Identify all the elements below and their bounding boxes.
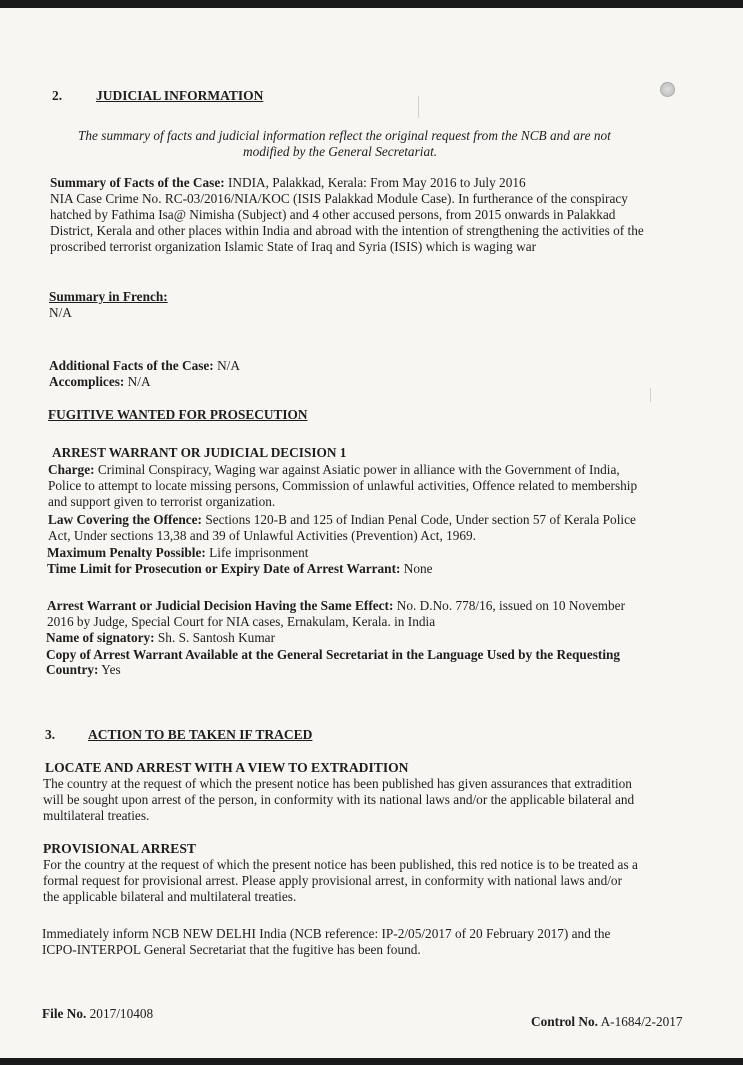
- file-number-value: 2017/10408: [89, 1006, 154, 1021]
- law-label: Law Covering the Offence:: [48, 512, 202, 527]
- disclaimer-line: modified by the General Secretariat.: [243, 144, 438, 159]
- signatory-row: [46, 630, 275, 646]
- additional-facts-row: [49, 358, 240, 374]
- accomplices-row: [49, 374, 151, 390]
- summary-french-label: Summary in French:: [49, 289, 168, 304]
- additional-facts-label: Additional Facts of the Case:: [49, 358, 214, 373]
- copy-label: Copy of Arrest Warrant Available at the General Secretariat in the Language Used by the Requesting: [46, 647, 621, 662]
- copy-label: Country:: [46, 662, 99, 677]
- locate-line: The country at the request of which the present notice has been published has given assurances that extradition: [43, 776, 632, 791]
- charge-line: Police to attempt to locate missing persons, Commission of unlawful activities, Offence related to membership: [48, 478, 638, 493]
- summary-line: proscribed terrorist organization Islamic State of Iraq and Syria (ISIS) which is waging war: [50, 239, 537, 254]
- file-number: [42, 1006, 153, 1022]
- penalty-value: Life imprisonment: [209, 545, 309, 560]
- inform-line: ICPO-INTERPOL General Secretariat that the fugitive has been found.: [42, 942, 421, 957]
- summary-facts-value: INDIA, Palakkad, Kerala: From May 2016 to July 2016: [228, 175, 526, 190]
- control-number-value: A-1684/2-2017: [600, 1014, 683, 1029]
- charge-line: and support given to terrorist organization.: [48, 494, 276, 509]
- law-line: Act, Under sections 13,38 and 39 of Unlawful Activities (Prevention) Act, 1969.: [48, 528, 477, 543]
- same-effect-row: [47, 598, 625, 614]
- charge-line: Criminal Conspiracy, Waging war against Asiatic power in alliance with the Government of India,: [97, 462, 620, 477]
- punch-hole-mark: [660, 82, 675, 97]
- provisional-line: formal request for provisional arrest. Please apply provisional arrest, in conformity with national laws and/or: [43, 873, 622, 888]
- document-page: [0, 8, 743, 1058]
- warrant-heading: ARREST WARRANT OR JUDICIAL DECISION 1: [52, 445, 347, 460]
- fugitive-heading: FUGITIVE WANTED FOR PROSECUTION: [48, 407, 308, 422]
- time-limit-value: None: [403, 561, 433, 576]
- scan-artifact: [650, 388, 651, 402]
- same-effect-line: 2016 by Judge, Special Court for NIA cases, Ernakulam, Kerala. in India: [47, 614, 436, 629]
- summary-facts-row: [50, 175, 526, 191]
- summary-line: hatched by Fathima Isa@ Nimisha (Subject) and 4 other accused persons, from 2015 onwards in Palakkad: [50, 207, 616, 222]
- same-effect-line: No. D.No. 778/16, issued on 10 November: [396, 598, 625, 613]
- control-number: [531, 1014, 683, 1030]
- penalty-label: Maximum Penalty Possible:: [47, 545, 206, 560]
- locate-line: will be sought upon arrest of the person, in conformity with its national laws and/or the applicable bilateral and: [43, 792, 635, 807]
- section-heading: JUDICIAL INFORMATION: [96, 88, 264, 103]
- penalty-row: [47, 545, 308, 561]
- additional-facts-value: N/A: [217, 358, 240, 373]
- charge-row: [48, 462, 620, 478]
- section-number: 3.: [45, 727, 56, 742]
- time-limit-row: [47, 561, 433, 577]
- accomplices-label: Accomplices:: [49, 374, 125, 389]
- provisional-line: the applicable bilateral and multilateral treaties.: [43, 889, 297, 904]
- control-number-label: Control No.: [531, 1014, 598, 1029]
- file-number-label: File No.: [42, 1006, 87, 1021]
- signatory-value: Sh. S. Santosh Kumar: [157, 630, 276, 645]
- disclaimer-line: The summary of facts and judicial information reflect the original request from the NCB and are not: [78, 128, 611, 143]
- copy-row: [46, 662, 121, 678]
- law-line: Sections 120-B and 125 of Indian Penal Code, Under section 57 of Kerala Police: [205, 512, 636, 527]
- section-heading: ACTION TO BE TAKEN IF TRACED: [88, 727, 313, 742]
- copy-value: Yes: [101, 662, 121, 677]
- summary-french-value: N/A: [49, 305, 72, 320]
- locate-line: multilateral treaties.: [43, 808, 150, 823]
- section-number: 2.: [52, 88, 63, 103]
- provisional-heading: PROVISIONAL ARREST: [43, 841, 196, 856]
- same-effect-label: Arrest Warrant or Judicial Decision Having the Same Effect:: [47, 598, 394, 613]
- provisional-line: For the country at the request of which the present notice has been published, this red notice is to be treated as a: [43, 857, 638, 872]
- signatory-label: Name of signatory:: [46, 630, 155, 645]
- inform-line: Immediately inform NCB NEW DELHI India (NCB reference: IP-2/05/2017 of 20 February 2017) and the: [42, 926, 611, 941]
- summary-line: NIA Case Crime No. RC-03/2016/NIA/KOC (ISIS Palakkad Module Case). In furtherance of the conspiracy: [50, 191, 628, 206]
- charge-label: Charge:: [48, 462, 95, 477]
- law-row: [48, 512, 636, 528]
- locate-heading: LOCATE AND ARREST WITH A VIEW TO EXTRADITION: [45, 760, 409, 775]
- scan-artifact: [418, 96, 419, 118]
- summary-line: District, Kerala and other places within India and abroad with the intention of strengthening the activities of the: [50, 223, 644, 238]
- time-limit-label: Time Limit for Prosecution or Expiry Date of Arrest Warrant:: [47, 561, 401, 576]
- summary-facts-label: Summary of Facts of the Case:: [50, 175, 225, 190]
- accomplices-value: N/A: [127, 374, 151, 389]
